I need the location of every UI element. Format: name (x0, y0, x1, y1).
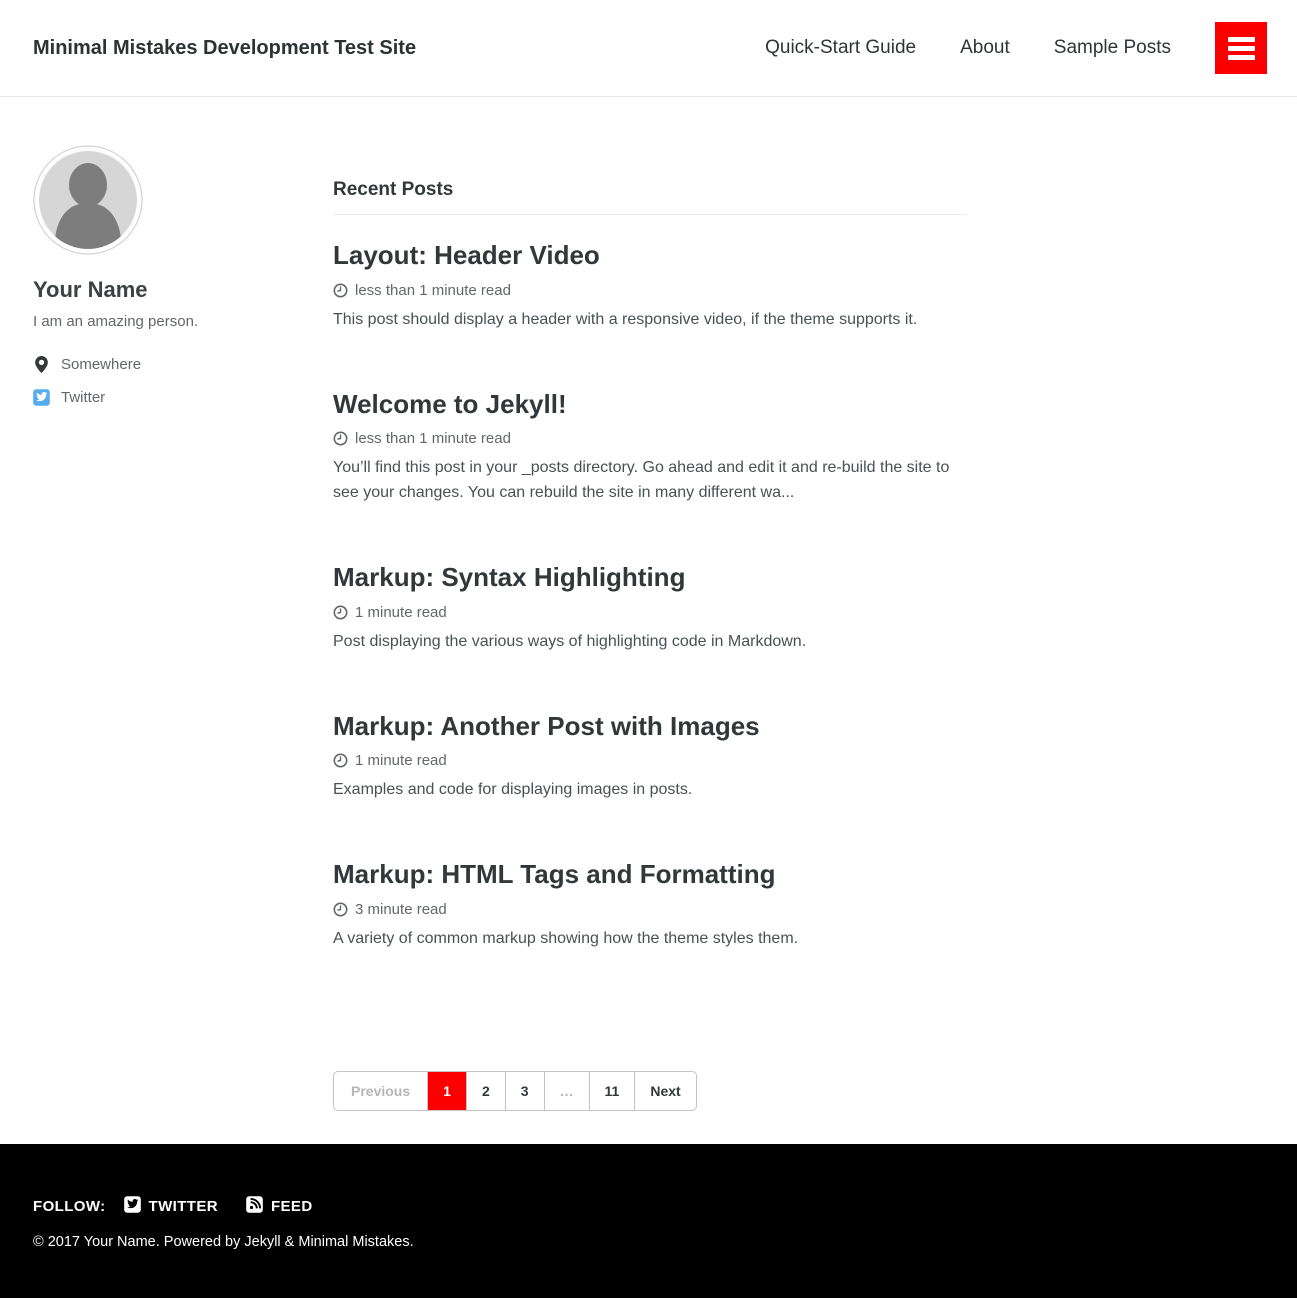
page-title: Recent Posts (333, 179, 967, 215)
post-title-link[interactable]: Markup: HTML Tags and Formatting (333, 859, 776, 890)
clock-icon (333, 902, 348, 917)
author-bio: I am an amazing person. (33, 313, 199, 330)
footer-follow-row (33, 1196, 1264, 1217)
author-twitter-link[interactable] (33, 389, 333, 406)
pagination-item-previous: Previous (351, 1082, 411, 1099)
footer-feed-label: FEED (270, 1198, 313, 1215)
post-item (333, 858, 967, 952)
post-list (333, 239, 967, 952)
post-read-time: less than 1 minute read (355, 430, 511, 448)
post-title-link[interactable]: Welcome to Jekyll! (333, 388, 567, 419)
post-meta (333, 282, 967, 299)
author-name: Your Name (33, 277, 148, 302)
menu-toggle-button[interactable] (1215, 22, 1267, 74)
post-item (333, 388, 967, 506)
pagination-item-2[interactable]: 2 (466, 1072, 505, 1110)
author-links (33, 356, 333, 406)
post-read-time: 1 minute read (355, 752, 447, 770)
clock-icon (333, 753, 348, 768)
post-title-link[interactable]: Layout: Header Video (333, 240, 600, 270)
copyright: © 2017 Your Name. Powered by Jekyll & Minimal Mistakes. (33, 1234, 414, 1250)
post-meta (333, 430, 967, 447)
footer-twitter-link[interactable] (124, 1196, 218, 1217)
location-pin-icon (33, 356, 50, 373)
post-item (333, 561, 967, 655)
clock-icon (333, 431, 348, 446)
footer-feed-link[interactable] (246, 1196, 313, 1217)
post-title-link[interactable]: Markup: Another Post with Images (333, 710, 760, 741)
post-read-time: less than 1 minute read (355, 281, 511, 299)
site-title-link[interactable]: Minimal Mistakes Development Test Site (33, 36, 417, 59)
hamburger-icon (1228, 37, 1255, 60)
twitter-square-icon (124, 1196, 141, 1217)
twitter-icon (33, 389, 50, 406)
post-meta (333, 604, 967, 621)
post-meta (333, 752, 967, 769)
avatar (33, 145, 333, 255)
author-location-label: Somewhere (61, 356, 142, 373)
author-location (33, 356, 333, 373)
post-read-time: 1 minute read (355, 603, 447, 621)
post-read-time: 3 minute read (355, 900, 447, 918)
post-excerpt: You’ll find this post in your _posts directory. Go ahead and edit it and re-build the site to see your changes. You can rebuild the site in many different wa... (333, 459, 950, 502)
clock-icon (333, 283, 348, 298)
post-excerpt: Examples and code for displaying images in posts. (333, 781, 693, 799)
clock-icon (333, 605, 348, 620)
masthead (0, 0, 1297, 97)
nav-item-about[interactable]: About (960, 37, 1010, 58)
footer-twitter-label: TWITTER (148, 1198, 218, 1215)
author-twitter-label: Twitter (61, 389, 106, 406)
site-nav (765, 22, 1267, 74)
pagination-item-ellipsis: … (544, 1072, 589, 1110)
post-excerpt: This post should display a header with a responsive video, if the theme supports it. (333, 310, 918, 328)
person-silhouette-icon (33, 145, 143, 255)
post-item (333, 710, 967, 804)
main-content (333, 145, 967, 1144)
nav-item-quick-start-guide[interactable]: Quick-Start Guide (765, 37, 917, 58)
follow-label: FOLLOW: (33, 1198, 106, 1215)
pagination-item-next[interactable]: Next (634, 1072, 695, 1110)
pagination-item-11[interactable]: 11 (589, 1072, 635, 1110)
post-meta (333, 901, 967, 918)
rss-square-icon (246, 1196, 263, 1217)
post-excerpt: A variety of common markup showing how the theme styles them. (333, 929, 799, 947)
post-excerpt: Post displaying the various ways of highlighting code in Markdown. (333, 632, 807, 650)
post-item (333, 239, 967, 333)
post-title-link[interactable]: Markup: Syntax Highlighting (333, 561, 686, 592)
author-sidebar (33, 145, 333, 1144)
page-body (0, 97, 1297, 1144)
pagination-item-3[interactable]: 3 (505, 1072, 544, 1110)
pagination-item-1[interactable]: 1 (427, 1072, 466, 1110)
pagination (333, 1071, 697, 1111)
page-footer (0, 1144, 1297, 1298)
nav-item-sample-posts[interactable]: Sample Posts (1053, 37, 1171, 58)
